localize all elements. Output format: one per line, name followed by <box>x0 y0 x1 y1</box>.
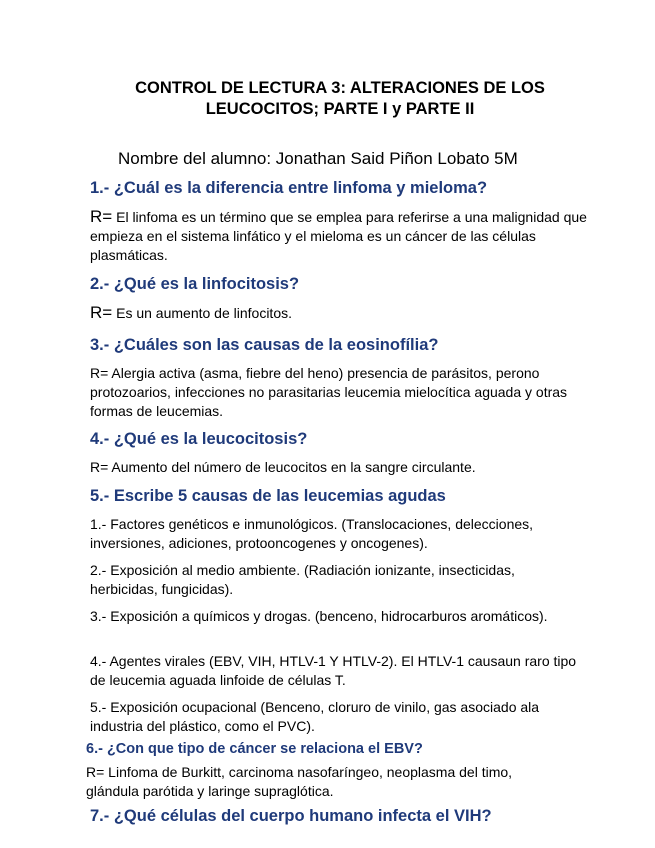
q5-item-5: 5.- Exposición ocupacional (Benceno, cloruro de vinilo, gas asociado ala industria del plástico, como el PVC). <box>90 699 540 734</box>
q5-item-2: 2.- Exposición al medio ambiente. (Radiación ionizante, insecticidas, herbicidas, fungicidas). <box>90 562 515 597</box>
question-6: 6.- ¿Con que tipo de cáncer se relaciona el EBV? <box>86 741 423 757</box>
answer-2-text: Es un aumento de linfocitos. <box>112 305 292 321</box>
question-7: 7.- ¿Qué células del cuerpo humano infecta el VIH? <box>90 807 492 825</box>
title-line-2: LEUCOCITOS; PARTE I y PARTE II <box>205 100 475 118</box>
answer-1-text: El linfoma es un término que se emplea para referirse a una malignidad que empieza en el sistema linfático y el mieloma es un cáncer de las células plasmáticas. <box>90 209 587 263</box>
question-4: 4.- ¿Qué es la leucocitosis? <box>90 430 308 448</box>
answer-1-prefix: R= <box>90 207 113 226</box>
title-line-1: CONTROL DE LECTURA 3: ALTERACIONES DE LOS <box>135 79 545 97</box>
answer-4: R= Aumento del número de leucocitos en la sangre circulante. <box>90 459 476 475</box>
q5-item-4: 4.- Agentes virales (EBV, VIH, HTLV-1 Y HTLV-2). El HTLV-1 causaun raro tipo de leucemia aguada linfoide de células T. <box>90 653 577 688</box>
answer-3: R= Alergia activa (asma, fiebre del heno) presencia de parásitos, perono protozoarios, infecciones no parasitarias leucemia mielocítica aguada y otras formas de leucemias. <box>90 365 568 419</box>
q5-item-1: 1.- Factores genéticos e inmunológicos. (Translocaciones, delecciones, inversiones, adiciones, protooncogenes y oncogenes). <box>90 516 534 551</box>
student-name: Nombre del alumno: Jonathan Said Piñon Lobato 5M <box>118 149 518 168</box>
answer-2 <box>90 303 590 323</box>
answer-2-prefix: R= <box>90 303 113 322</box>
question-3: 3.- ¿Cuáles son las causas de la eosinofília? <box>90 336 439 354</box>
answer-1 <box>90 207 590 265</box>
document-title <box>60 78 620 120</box>
q5-item-3: 3.- Exposición a químicos y drogas. (benceno, hidrocarburos aromáticos). <box>90 608 548 624</box>
question-1: 1.- ¿Cuál es la diferencia entre linfoma y mieloma? <box>90 179 488 197</box>
answer-6: R= Linfoma de Burkitt, carcinoma nasofaríngeo, neoplasma del timo, glándula parótida y laringe supraglótica. <box>86 764 513 799</box>
question-2: 2.- ¿Qué es la linfocitosis? <box>90 275 300 293</box>
question-5: 5.- Escribe 5 causas de las leucemias agudas <box>90 487 446 505</box>
